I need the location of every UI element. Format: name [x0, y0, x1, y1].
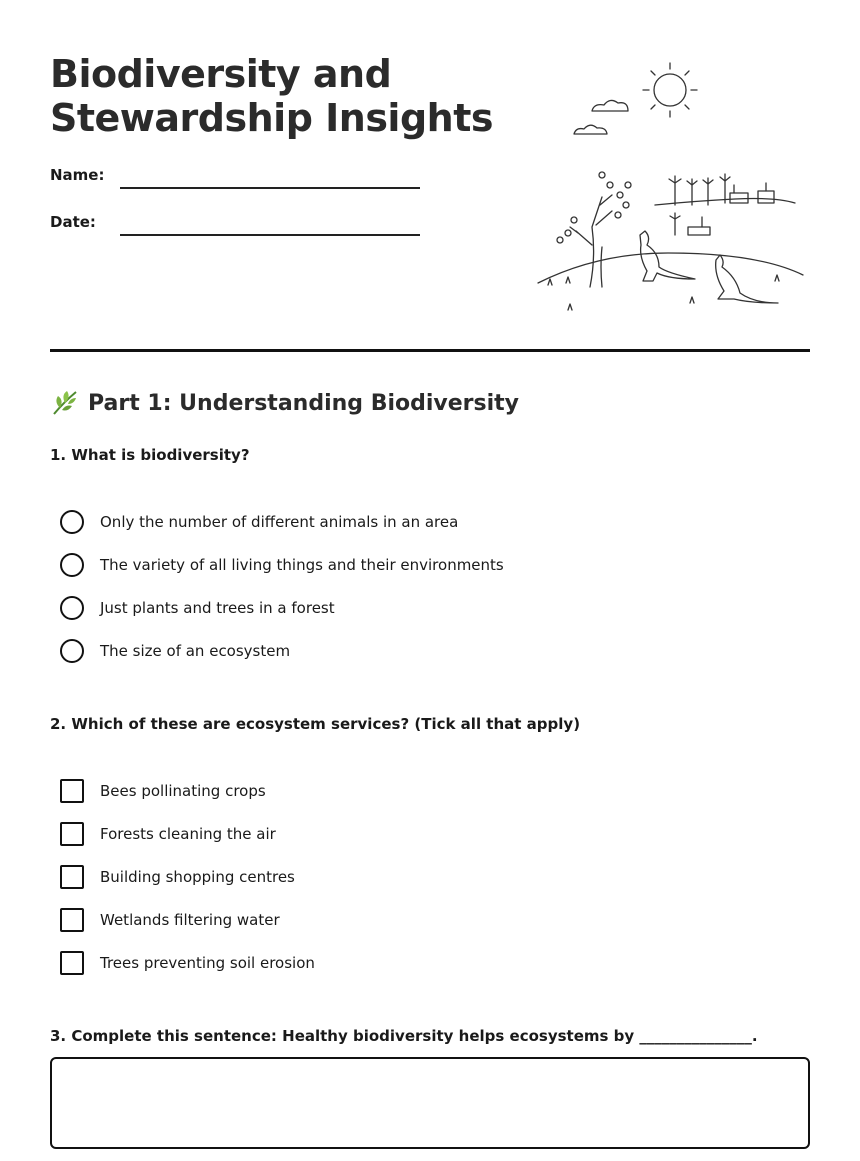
option-label: Forests cleaning the air [100, 825, 276, 843]
option-label: Wetlands filtering water [100, 911, 280, 929]
question-3: 3. Complete this sentence: Healthy biodiversity helps ecosystems by _______________. [50, 1027, 758, 1045]
landscape-illustration [530, 55, 810, 320]
date-label: Date: [50, 213, 96, 231]
question-1: 1. What is biodiversity? [50, 446, 250, 464]
date-field[interactable] [120, 234, 420, 236]
title-line-1: Biodiversity and [50, 52, 392, 96]
checkbox[interactable] [60, 865, 84, 889]
name-label: Name: [50, 166, 105, 184]
radio-button[interactable] [60, 553, 84, 577]
option-label: The size of an ecosystem [100, 642, 291, 660]
option-label: Trees preventing soil erosion [100, 954, 315, 972]
cloud-icon [574, 100, 628, 134]
factory-icon [688, 183, 774, 235]
part1-heading-text: Part 1: Understanding Biodiversity [88, 390, 520, 416]
q2-option-3[interactable] [60, 864, 295, 890]
option-label: The variety of all living things and their environments [100, 556, 504, 574]
q2-option-4[interactable] [60, 907, 280, 933]
q1-option-1[interactable] [60, 509, 458, 535]
wind-turbine-icon [669, 174, 730, 235]
name-field[interactable] [120, 187, 420, 189]
radio-button[interactable] [60, 510, 84, 534]
q1-option-2[interactable] [60, 552, 504, 578]
option-label: Building shopping centres [100, 868, 295, 886]
q2-option-5[interactable] [60, 950, 315, 976]
page-title [50, 52, 520, 140]
checkbox[interactable] [60, 822, 84, 846]
checkbox[interactable] [60, 908, 84, 932]
question-2: 2. Which of these are ecosystem services? (Tick all that apply) [50, 715, 581, 733]
kangaroo-icon [640, 231, 778, 303]
option-label: Only the number of different animals in an area [100, 513, 459, 531]
q1-option-4[interactable] [60, 638, 290, 664]
radio-button[interactable] [60, 596, 84, 620]
radio-button[interactable] [60, 639, 84, 663]
option-label: Bees pollinating crops [100, 782, 266, 800]
q2-option-1[interactable] [60, 778, 266, 804]
leaf-icon [50, 388, 80, 418]
q2-option-2[interactable] [60, 821, 276, 847]
checkbox[interactable] [60, 951, 84, 975]
option-label: Just plants and trees in a forest [100, 599, 335, 617]
part1-heading [50, 388, 519, 418]
sun-icon [643, 63, 697, 117]
checkbox[interactable] [60, 779, 84, 803]
title-line-2: Stewardship Insights [50, 96, 493, 140]
q1-option-3[interactable] [60, 595, 335, 621]
answer-textbox[interactable] [50, 1057, 810, 1149]
header-divider [50, 349, 810, 352]
